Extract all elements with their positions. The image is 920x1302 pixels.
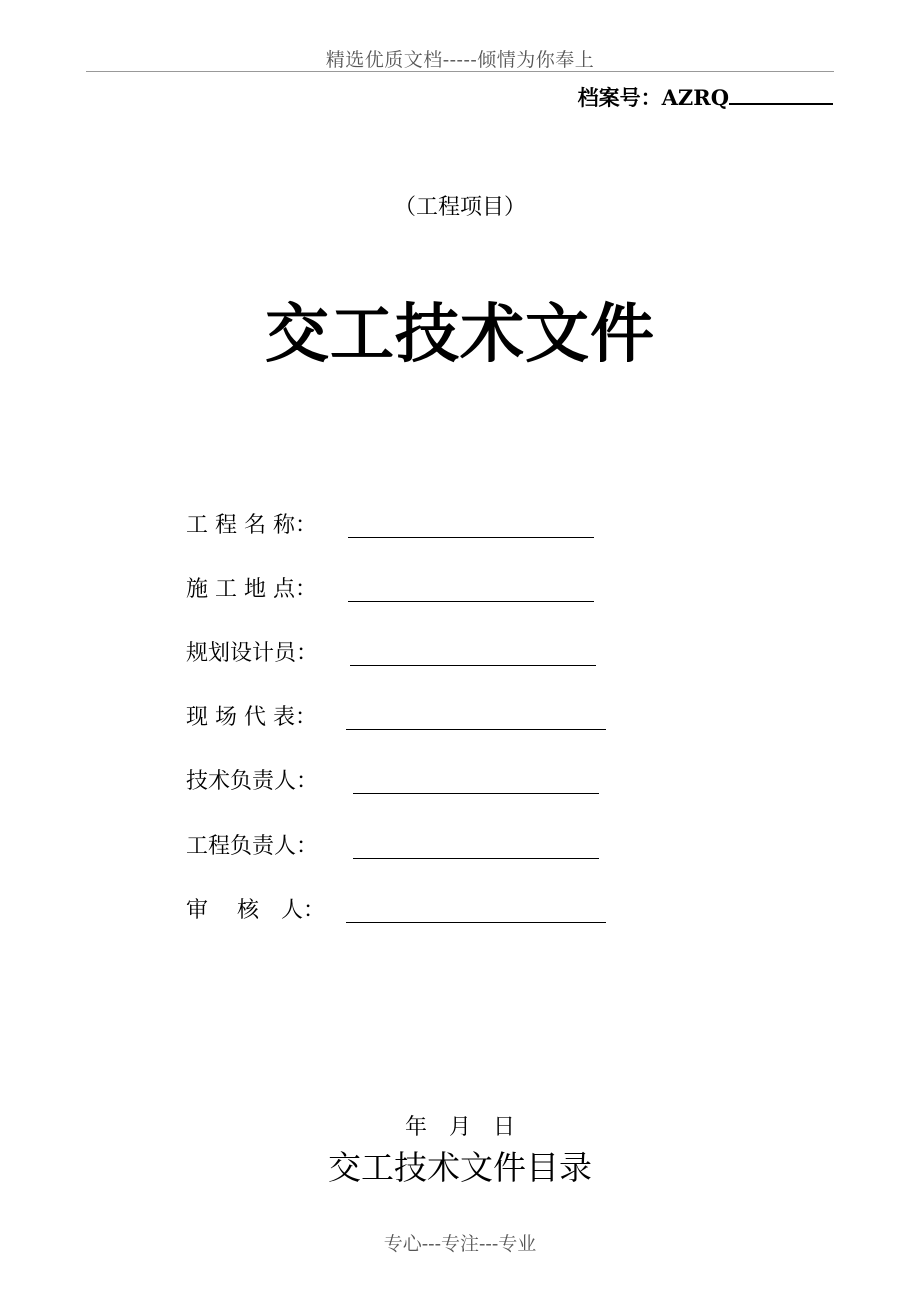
field-label: 规划设计员： bbox=[186, 641, 319, 666]
field-label: 施 工 地 点： bbox=[186, 577, 317, 602]
archive-number-label: 档案号：AZRQ bbox=[577, 85, 729, 110]
field-label: 技术负责人： bbox=[186, 769, 319, 794]
field-label: 现 场 代 表： bbox=[186, 705, 317, 730]
fill-in-line[interactable] bbox=[346, 729, 606, 730]
field-reviewer bbox=[186, 893, 325, 923]
field-label: 工程负责人： bbox=[186, 834, 319, 859]
field-technical-lead bbox=[186, 764, 318, 794]
header-divider bbox=[86, 71, 834, 72]
fill-in-line[interactable] bbox=[346, 922, 606, 923]
archive-number-blank bbox=[729, 83, 833, 105]
page-footer-text: 专心---专注---专业 bbox=[383, 1233, 537, 1255]
field-project-name bbox=[186, 508, 317, 538]
page-header-text: 精选优质文档-----倾情为你奉上 bbox=[325, 49, 595, 71]
project-subtitle: （工程项目） bbox=[393, 195, 526, 220]
date-line: 年 月 日 bbox=[404, 1115, 515, 1140]
fill-in-line[interactable] bbox=[353, 858, 599, 859]
field-planner bbox=[186, 636, 318, 666]
fill-in-line[interactable] bbox=[350, 665, 596, 666]
fill-in-line[interactable] bbox=[348, 601, 594, 602]
field-project-lead bbox=[186, 829, 318, 859]
field-label: 工 程 名 称： bbox=[186, 513, 317, 538]
fill-in-line[interactable] bbox=[353, 793, 599, 794]
field-construction-site bbox=[186, 572, 317, 602]
table-of-contents-title: 交工技术文件目录 bbox=[328, 1148, 592, 1187]
field-site-representative bbox=[186, 700, 317, 730]
archive-number bbox=[578, 82, 833, 112]
field-label: 审 核 人： bbox=[186, 898, 325, 923]
document-title: 交工技术文件 bbox=[265, 298, 655, 372]
fill-in-line[interactable] bbox=[348, 537, 594, 538]
